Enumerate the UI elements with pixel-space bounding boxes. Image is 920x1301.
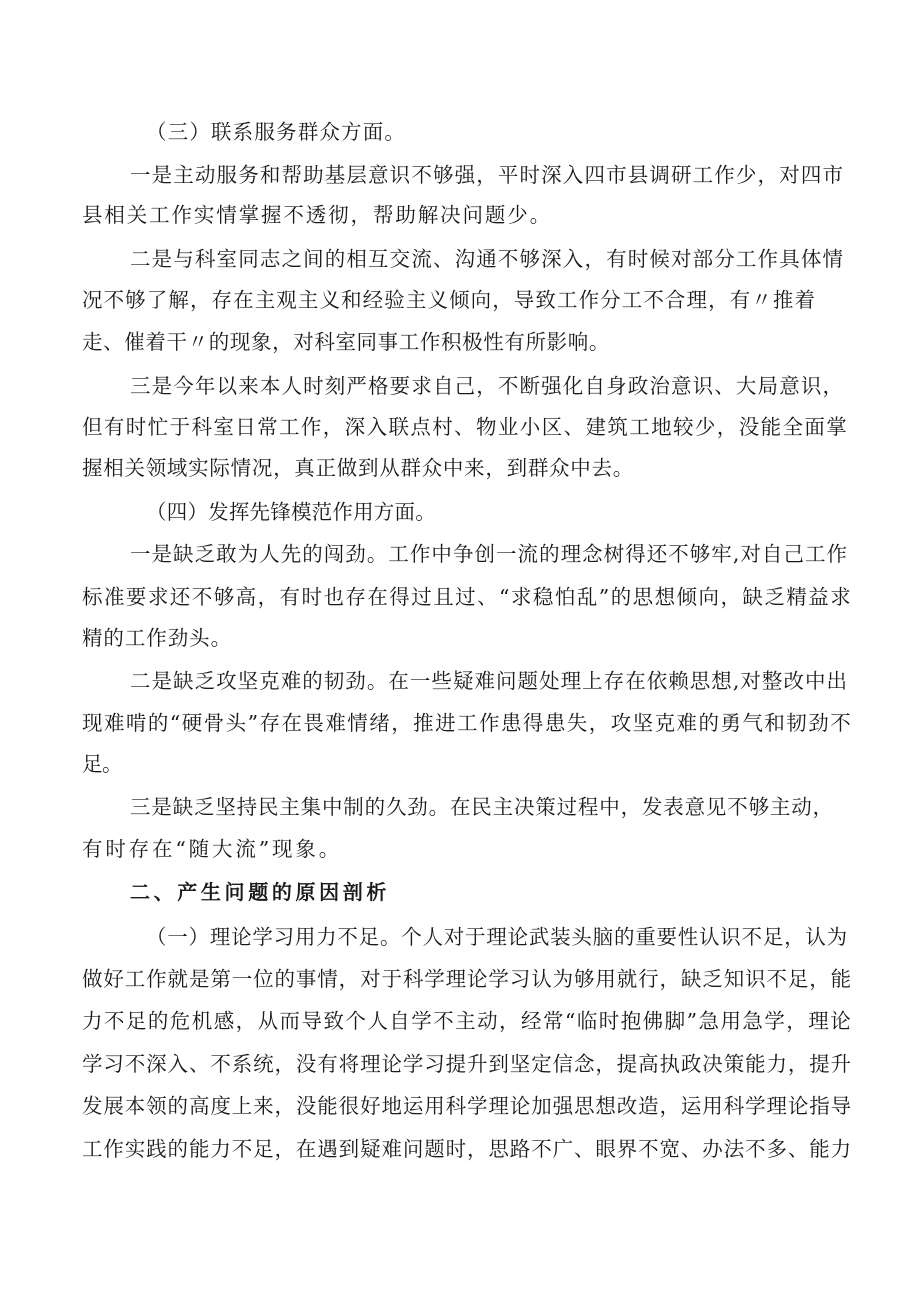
- paragraph-line: 但有时忙于科室日常工作，深入联点村、物业小区、建筑工地较少，没能全面掌: [82, 415, 849, 439]
- paragraph-line: 足。: [82, 752, 122, 776]
- section-heading: 二、产生问题的原因剖析: [130, 880, 391, 904]
- paragraph-line: 做好工作就是第一位的事情，对于科学理论学习认为够用就行，缺乏知识不足，能: [82, 967, 853, 991]
- paragraph-line: 况不够了解，存在主观主义和经验主义倾向，导致工作分工不合理，有〃推着: [82, 288, 817, 312]
- paragraph-line: 三是缺乏坚持民主集中制的久劲。在民主决策过程中，发表意见不够主动，: [130, 795, 834, 819]
- paragraph-line: （一）理论学习用力不足。个人对于理论武装头脑的重要性认识不足，认为: [146, 925, 848, 949]
- paragraph-line: 发展本领的高度上来，没能很好地运用科学理论加强思想改造，运用科学理论指导: [82, 1094, 853, 1118]
- paragraph-line: 现难啃的“硬骨头”存在畏难情绪，推进工作患得患失，攻坚克难的勇气和韧劲不: [82, 711, 853, 735]
- paragraph-line: 一是缺乏敢为人先的闯劲。工作中争创一流的理念树得还不够牢,对自己工作: [130, 542, 849, 566]
- paragraph-line: 精的工作劲头。: [82, 626, 233, 650]
- paragraph-line: 一是主动服务和帮助基层意识不够强，平时深入四市县调研工作少，对四市: [130, 163, 845, 187]
- paragraph-line: 二是缺乏攻坚克难的韧劲。在一些疑难问题处理上存在依赖思想,对整改中出: [130, 669, 849, 693]
- paragraph-line: 学习不深入、不系统，没有将理论学习提升到坚定信念，提高执政决策能力，提升: [82, 1052, 853, 1076]
- paragraph-line: 二是与科室同志之间的相互交流、沟通不够深入，有时候对部分工作具体情: [130, 247, 845, 271]
- paragraph-line: 力不足的危机感，从而导致个人自学不主动，经常“临时抱佛脚”急用急学，理论: [82, 1009, 853, 1033]
- paragraph-line: 走、催着干〃的现象，对科室同事工作积极性有所影响。: [82, 330, 610, 354]
- subheading-3: （三）联系服务群众方面。: [146, 120, 407, 144]
- paragraph-line: 三是今年以来本人时刻严格要求自己，不断强化自身政治意识、大局意识，: [130, 374, 845, 398]
- paragraph-line: 有时存在“随大流”现象。: [82, 837, 343, 861]
- paragraph-line: 标准要求还不够高，有时也存在得过且过、“求稳怕乱”的思想倾向，缺乏精益求: [82, 585, 853, 609]
- paragraph-line: 县相关工作实情掌握不透彻，帮助解决问题少。: [82, 203, 552, 227]
- paragraph-line: 工作实践的能力不足，在遇到疑难问题时，思路不广、眼界不宽、办法不多、能力: [82, 1137, 853, 1161]
- paragraph-line: 握相关领域实际情况，真正做到从群众中来，到群众中去。: [82, 456, 634, 480]
- subheading-4: （四）发挥先锋模范作用方面。: [146, 500, 436, 524]
